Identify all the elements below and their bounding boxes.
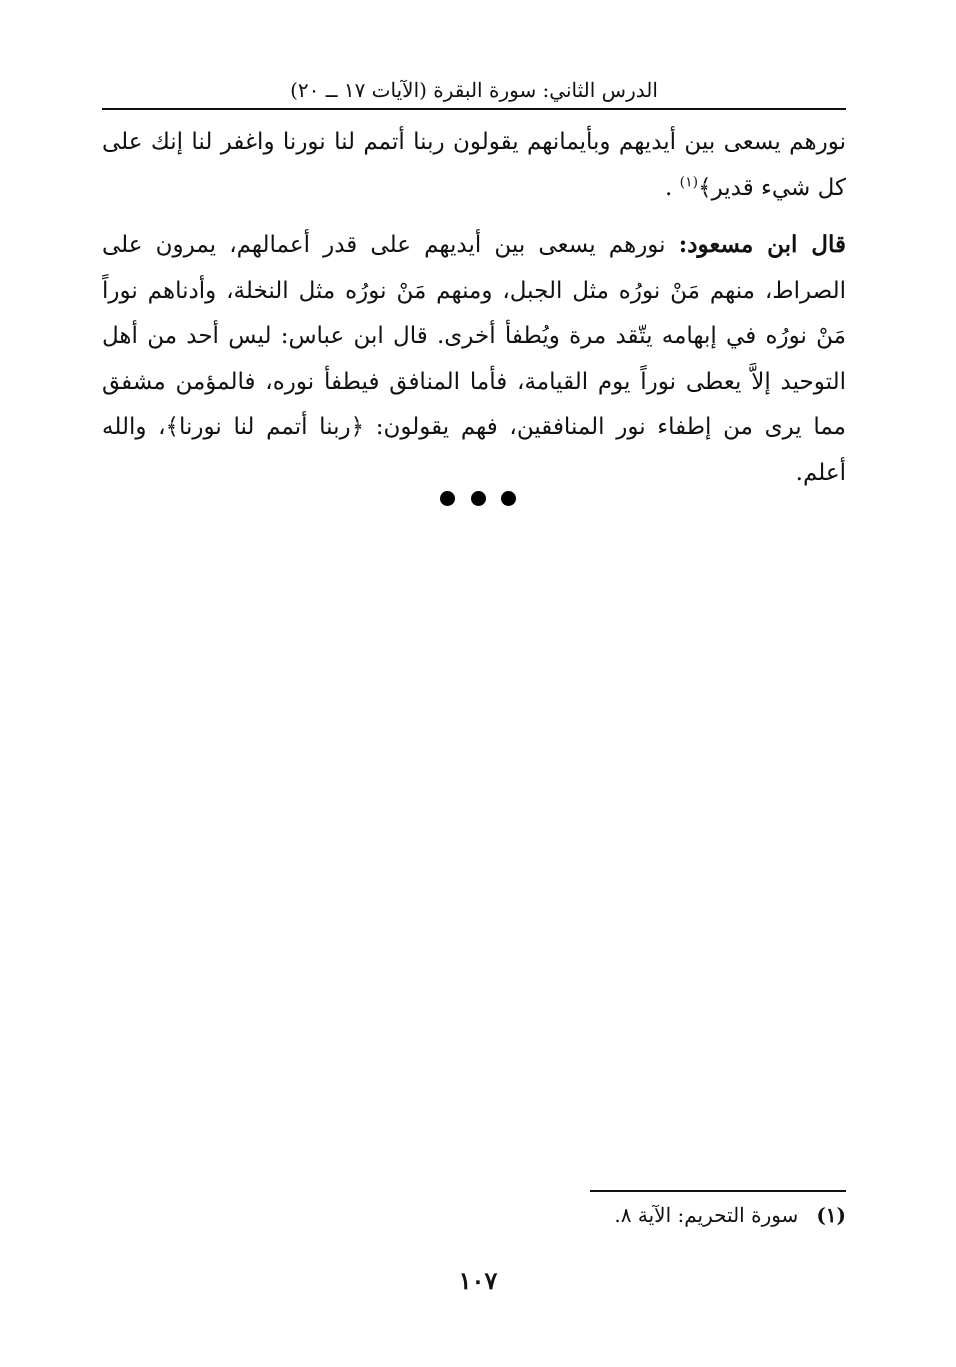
- footnote-number: (١): [816, 1203, 846, 1227]
- page-number: ١٠٧: [458, 1266, 498, 1295]
- verse-text: نورهم يسعى بين أيديهم وبأيمانهم يقولون ربنا أتمم لنا نورنا واغفر لنا إنك على كل شيء قدير﴾: [102, 129, 846, 201]
- separator-dot-icon: [501, 491, 516, 506]
- footnote-divider: [590, 1190, 846, 1192]
- section-separator: [440, 488, 516, 508]
- footnote-text: سورة التحريم: الآية ٨.: [614, 1203, 799, 1227]
- paragraph-body: نورهم يسعى بين أيديهم على قدر أعمالهم، يمرون على الصراط، منهم مَنْ نورُه مثل الجبل، ومنهم مَنْ نورُه مثل النخلة، وأدناهم نوراً مَنْ نورُه في إبهامه يتّقد مرة ويُطفأ أخرى. قال ابن عباس: ليس أحد من أهل التوحيد إلاَّ يعطى نوراً يوم القيامة، فأما المنافق فيطفأ نوره، فالمؤمن مشفق مما يرى من إطفاء نور المنافقين، فهم يقولون: ﴿ربنا أتمم لنا نورنا﴾، والله أعلم.: [102, 232, 846, 486]
- paragraph-lead: قال ابن مسعود:: [678, 231, 847, 258]
- footnote-reference[interactable]: (١): [679, 173, 699, 190]
- running-header: الدرس الثاني: سورة البقرة (الآيات ١٧ ــ ٢٠): [102, 78, 846, 110]
- sentence-end: .: [665, 174, 673, 201]
- paragraph-verse-continuation: [102, 120, 846, 211]
- paragraph-commentary: [102, 222, 846, 496]
- footnote: [402, 1203, 846, 1227]
- separator-dot-icon: [440, 491, 455, 506]
- separator-dot-icon: [471, 491, 486, 506]
